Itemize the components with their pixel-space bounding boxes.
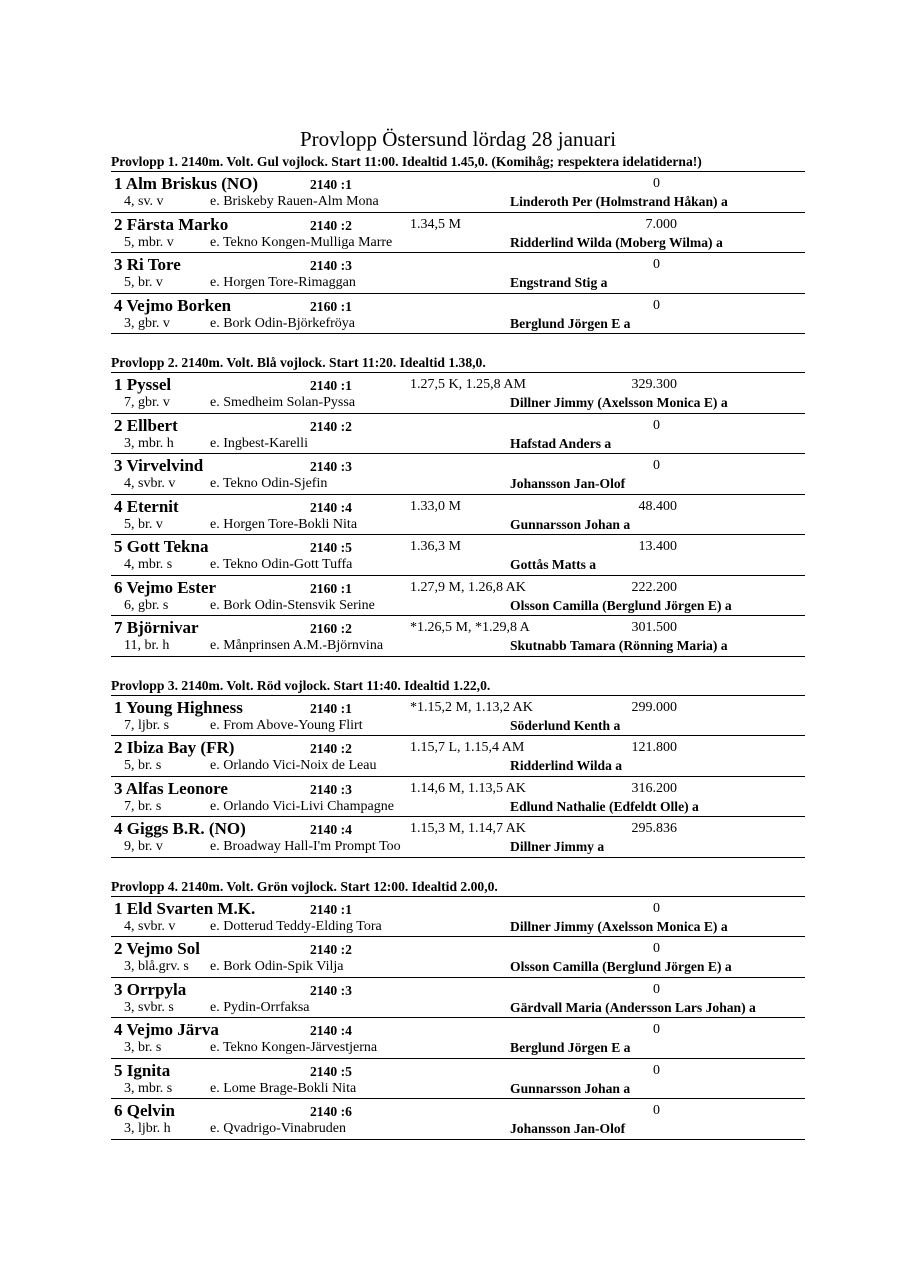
pedigree: e. Tekno Odin-Gott Tuffa <box>210 557 353 572</box>
horse-name: 2 Ellbert <box>114 415 178 435</box>
distance-post: 2140 :2 <box>310 217 352 233</box>
earnings: 0 <box>653 1062 660 1078</box>
driver-trainer: Söderlund Kenth a <box>510 717 621 733</box>
pedigree: e. Orlando Vici-Livi Champagne <box>210 798 394 814</box>
driver-trainer: Gunnarsson Johan a <box>510 516 631 532</box>
earnings: 0 <box>653 981 660 997</box>
entry-row <box>111 736 805 777</box>
entry-row <box>111 978 805 1019</box>
earnings: 121.800 <box>631 740 677 755</box>
horse-info: 6, gbr. s <box>124 597 169 613</box>
horse-info: 11, br. h <box>124 638 170 653</box>
record-time: 1.36,3 M <box>410 539 461 554</box>
entry-row <box>111 414 805 455</box>
horse-info: 4, sv. v <box>124 194 164 209</box>
record-time: 1.15,3 M, 1.14,7 AK <box>410 821 526 836</box>
pedigree: e. Tekno Kongen-Mulliga Marre <box>210 234 393 250</box>
horse-info: 3, br. s <box>124 1040 162 1055</box>
record-time: *1.26,5 M, *1.29,8 A <box>410 620 530 635</box>
horse-name: 2 Färsta Marko <box>114 214 229 234</box>
horse-name: 1 Alm Briskus (NO) <box>114 174 259 193</box>
distance-post: 2140 :1 <box>310 177 352 192</box>
race-section <box>111 153 805 334</box>
pedigree: e. Lome Brage-Bokli Nita <box>210 1080 357 1096</box>
distance-post: 2140 :4 <box>310 499 352 515</box>
distance-post: 2140 :1 <box>310 901 352 917</box>
earnings: 13.400 <box>638 539 677 554</box>
pedigree: e. Bork Odin-Stensvik Serine <box>210 597 375 613</box>
distance-post: 2140 :3 <box>310 258 352 273</box>
driver-trainer: Johansson Jan-Olof <box>510 476 626 491</box>
driver-trainer: Edlund Nathalie (Edfeldt Olle) a <box>510 798 699 814</box>
horse-info: 3, ljbr. h <box>124 1121 171 1136</box>
horse-name: 3 Virvelvind <box>114 456 204 475</box>
distance-post: 2160 :2 <box>310 621 352 636</box>
record-time: 1.27,9 M, 1.26,8 AK <box>410 579 526 595</box>
distance-post: 2140 :6 <box>310 1104 352 1119</box>
horse-info: 4, svbr. v <box>124 918 176 934</box>
pedigree: e. Orlando Vici-Noix de Leau <box>210 758 377 773</box>
entry-row <box>111 253 805 294</box>
race-section <box>111 354 805 657</box>
horse-name: 5 Ignita <box>114 1060 171 1080</box>
entry-row <box>111 213 805 254</box>
driver-trainer: Olsson Camilla (Berglund Jörgen E) a <box>510 597 732 613</box>
pedigree: e. Briskeby Rauen-Alm Mona <box>210 194 379 209</box>
distance-post: 2140 :3 <box>310 459 352 474</box>
entry-row <box>111 535 805 576</box>
earnings: 7.000 <box>645 216 677 232</box>
horse-info: 7, ljbr. s <box>124 717 170 733</box>
horse-info: 4, mbr. s <box>124 557 173 572</box>
record-time: 1.33,0 M <box>410 498 461 514</box>
horse-info: 5, br. s <box>124 758 162 773</box>
pedigree: e. Pydin-Orrfaksa <box>210 999 310 1015</box>
distance-post: 2140 :2 <box>310 418 352 434</box>
driver-trainer: Gottås Matts a <box>510 557 597 572</box>
horse-info: 9, br. v <box>124 839 163 854</box>
horse-info: 5, br. v <box>124 275 163 290</box>
earnings: 316.200 <box>631 780 677 796</box>
horse-info: 3, gbr. v <box>124 315 170 331</box>
pedigree: e. Qvadrigo-Vinabruden <box>210 1121 347 1136</box>
distance-post: 2160 :1 <box>310 298 352 314</box>
earnings: 301.500 <box>631 620 677 635</box>
driver-trainer: Hafstad Anders a <box>510 435 612 451</box>
horse-info: 7, gbr. v <box>124 395 170 410</box>
driver-trainer: Ridderlind Wilda (Moberg Wilma) a <box>510 234 723 250</box>
race-header: Provlopp 4. 2140m. Volt. Grön vojlock. Start 12:00. Idealtid 2.00,0. <box>111 878 805 897</box>
horse-name: 4 Eternit <box>114 496 179 516</box>
driver-trainer: Gärdvall Maria (Andersson Lars Johan) a <box>510 999 756 1015</box>
earnings: 295.836 <box>631 821 677 836</box>
earnings: 299.000 <box>631 699 677 715</box>
horse-info: 3, mbr. h <box>124 435 174 451</box>
pedigree: e. Broadway Hall-I'm Prompt Too <box>210 839 401 854</box>
distance-post: 2140 :5 <box>310 540 352 555</box>
entry-row <box>111 1099 805 1140</box>
entry-row <box>111 172 805 213</box>
driver-trainer: Linderoth Per (Holmstrand Håkan) a <box>510 194 728 209</box>
pedigree: e. Horgen Tore-Rimaggan <box>210 275 356 290</box>
driver-trainer: Dillner Jimmy a <box>510 839 605 854</box>
record-time: *1.15,2 M, 1.13,2 AK <box>410 699 533 715</box>
distance-post: 2140 :3 <box>310 781 352 797</box>
horse-name: 4 Giggs B.R. (NO) <box>114 819 246 838</box>
race-header: Provlopp 1. 2140m. Volt. Gul vojlock. Start 11:00. Idealtid 1.45,0. (Komihåg; respektera idelatiderna!) <box>111 153 805 172</box>
distance-post: 2160 :1 <box>310 580 352 596</box>
race-header: Provlopp 2. 2140m. Volt. Blå vojlock. Start 11:20. Idealtid 1.38,0. <box>111 354 805 373</box>
horse-name: 3 Ri Tore <box>114 255 181 274</box>
race-section <box>111 677 805 858</box>
earnings: 0 <box>653 1103 660 1118</box>
pedigree: e. Bork Odin-Björkefröya <box>210 315 356 331</box>
driver-trainer: Gunnarsson Johan a <box>510 1080 631 1096</box>
driver-trainer: Dillner Jimmy (Axelsson Monica E) a <box>510 918 728 934</box>
record-time: 1.27,5 K, 1.25,8 AM <box>410 377 526 392</box>
entry-row <box>111 817 805 858</box>
earnings: 0 <box>653 941 660 956</box>
horse-name: 1 Eld Svarten M.K. <box>114 898 256 918</box>
earnings: 0 <box>653 458 660 473</box>
entry-row <box>111 1059 805 1100</box>
horse-name: 2 Vejmo Sol <box>114 939 200 958</box>
entry-row <box>111 294 805 335</box>
distance-post: 2140 :4 <box>310 1023 352 1038</box>
distance-post: 2140 :1 <box>310 378 352 393</box>
earnings: 0 <box>653 257 660 272</box>
race-list <box>111 153 805 1140</box>
entry-row <box>111 373 805 414</box>
race-section <box>111 878 805 1140</box>
earnings: 0 <box>653 1022 660 1037</box>
record-time: 1.34,5 M <box>410 216 461 232</box>
horse-name: 1 Young Highness <box>114 697 243 717</box>
earnings: 48.400 <box>638 498 677 514</box>
pedigree: e. Horgen Tore-Bokli Nita <box>210 516 358 532</box>
distance-post: 2140 :2 <box>310 942 352 957</box>
driver-trainer: Berglund Jörgen E a <box>510 1040 631 1055</box>
entry-row <box>111 777 805 818</box>
horse-name: 7 Björnivar <box>114 618 199 637</box>
pedigree: e. Ingbest-Karelli <box>210 435 308 451</box>
entry-row <box>111 576 805 617</box>
entry-row <box>111 937 805 978</box>
pedigree: e. Tekno Odin-Sjefin <box>210 476 328 491</box>
driver-trainer: Ridderlind Wilda a <box>510 758 623 773</box>
page-title: Provlopp Östersund lördag 28 januari <box>299 127 617 151</box>
race-header: Provlopp 3. 2140m. Volt. Röd vojlock. Start 11:40. Idealtid 1.22,0. <box>111 677 805 696</box>
entry-row <box>111 897 805 938</box>
driver-trainer: Dillner Jimmy (Axelsson Monica E) a <box>510 395 728 410</box>
horse-info: 3, mbr. s <box>124 1080 173 1096</box>
distance-post: 2140 :3 <box>310 982 352 998</box>
pedigree: e. Månprinsen A.M.-Björnvina <box>210 638 384 653</box>
horse-info: 7, br. s <box>124 798 162 814</box>
driver-trainer: Engstrand Stig a <box>510 275 608 290</box>
distance-post: 2140 :2 <box>310 741 352 756</box>
horse-info: 5, mbr. v <box>124 234 174 250</box>
horse-info: 3, blå.grv. s <box>124 959 189 974</box>
horse-info: 4, svbr. v <box>124 476 176 491</box>
document-page <box>111 126 805 1140</box>
distance-post: 2140 :1 <box>310 700 352 716</box>
earnings: 0 <box>653 176 660 191</box>
horse-name: 3 Alfas Leonore <box>114 778 228 798</box>
pedigree: e. From Above-Young Flirt <box>210 717 363 733</box>
pedigree: e. Dotterud Teddy-Elding Tora <box>210 918 382 934</box>
horse-name: 5 Gott Tekna <box>114 537 209 556</box>
horse-name: 3 Orrpyla <box>114 979 187 999</box>
earnings: 329.300 <box>631 377 677 392</box>
entry-row <box>111 454 805 495</box>
record-time: 1.15,7 L, 1.15,4 AM <box>410 740 525 755</box>
driver-trainer: Skutnabb Tamara (Rönning Maria) a <box>510 638 728 653</box>
earnings: 222.200 <box>631 579 677 595</box>
distance-post: 2140 :5 <box>310 1063 352 1079</box>
entry-row <box>111 696 805 737</box>
pedigree: e. Tekno Kongen-Järvestjerna <box>210 1040 378 1055</box>
horse-name: 2 Ibiza Bay (FR) <box>114 738 235 757</box>
driver-trainer: Berglund Jörgen E a <box>510 315 631 331</box>
horse-info: 5, br. v <box>124 516 163 532</box>
pedigree: e. Smedheim Solan-Pyssa <box>210 395 356 410</box>
earnings: 0 <box>653 900 660 916</box>
driver-trainer: Johansson Jan-Olof <box>510 1121 626 1136</box>
horse-name: 6 Vejmo Ester <box>114 577 216 597</box>
horse-name: 4 Vejmo Järva <box>114 1020 219 1039</box>
earnings: 0 <box>653 297 660 313</box>
entry-row <box>111 1018 805 1059</box>
entry-row <box>111 495 805 536</box>
horse-info: 3, svbr. s <box>124 999 174 1015</box>
horse-name: 6 Qelvin <box>114 1101 175 1120</box>
pedigree: e. Bork Odin-Spik Vilja <box>210 959 344 974</box>
distance-post: 2140 :4 <box>310 822 352 837</box>
driver-trainer: Olsson Camilla (Berglund Jörgen E) a <box>510 959 732 974</box>
record-time: 1.14,6 M, 1.13,5 AK <box>410 780 526 796</box>
earnings: 0 <box>653 417 660 433</box>
horse-name: 4 Vejmo Borken <box>114 295 232 315</box>
horse-name: 1 Pyssel <box>114 375 172 394</box>
entry-row <box>111 616 805 657</box>
